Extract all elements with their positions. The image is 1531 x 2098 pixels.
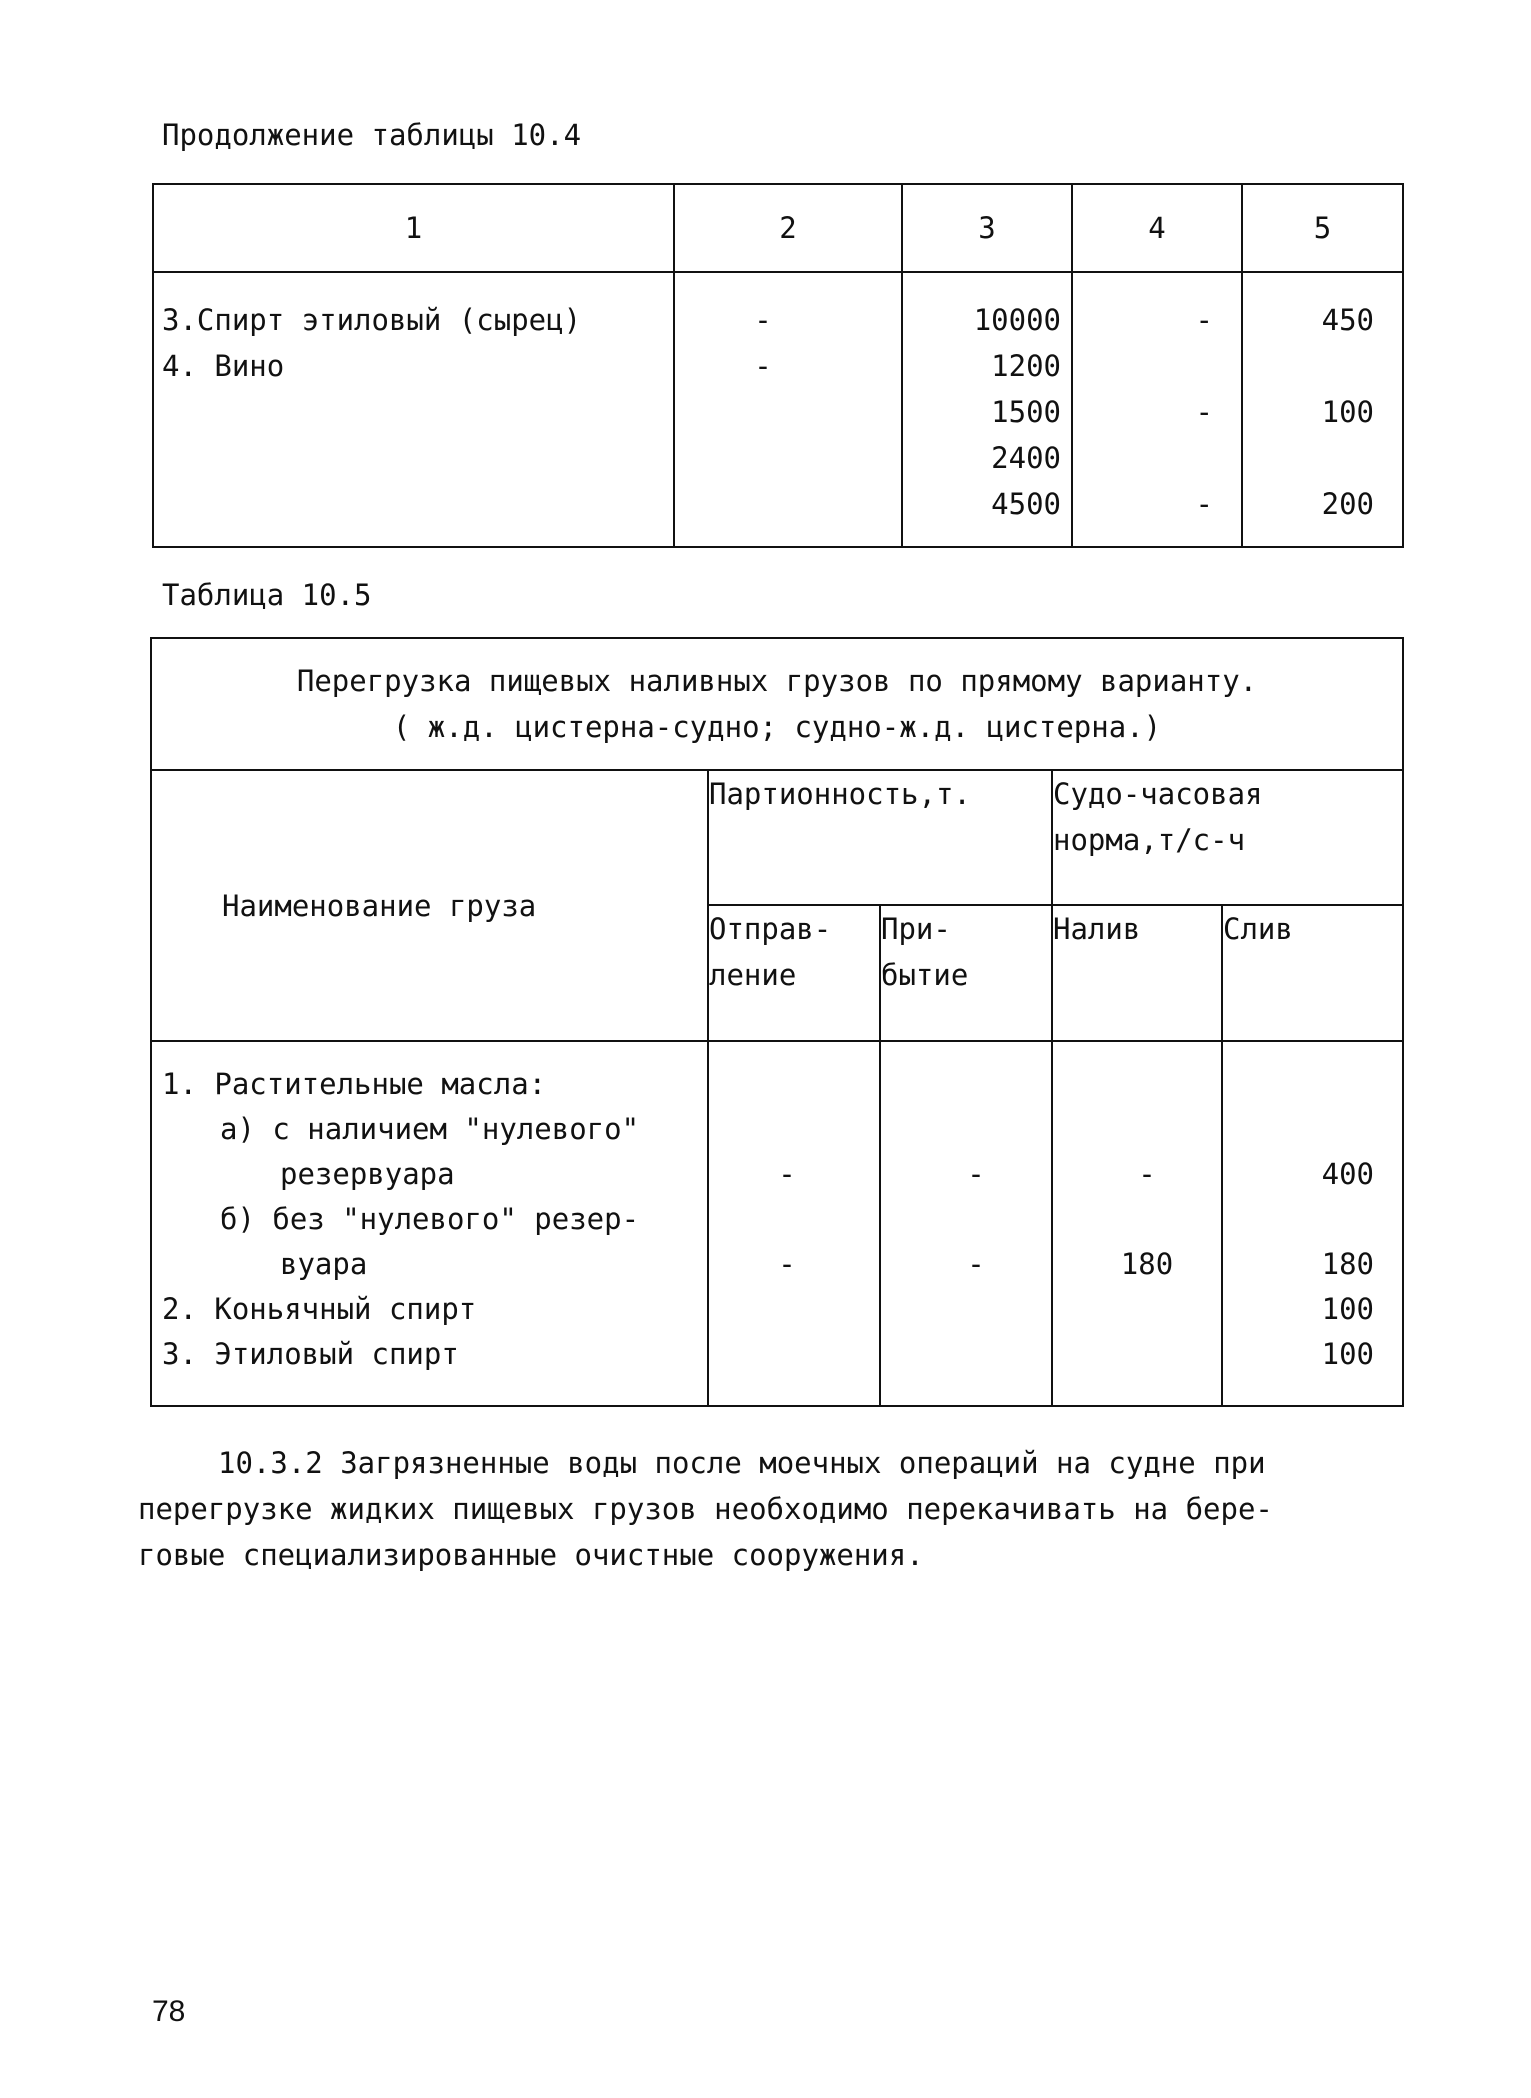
value: - [754, 303, 772, 337]
body-paragraph [138, 1440, 1398, 1578]
header-naliv: Налив [1052, 905, 1222, 1041]
header-otprav [708, 905, 880, 1041]
sliv-cell [1222, 1041, 1403, 1406]
value [901, 1287, 1051, 1332]
table-10-5 [150, 637, 1404, 1407]
value [709, 1062, 865, 1107]
value [1243, 343, 1374, 389]
col-5-cell [1242, 272, 1403, 547]
value: - [1195, 395, 1213, 429]
value: 100 [1321, 1292, 1375, 1326]
value: 2400 [991, 441, 1061, 475]
value: 100 [1321, 395, 1374, 429]
header-row-1 [151, 770, 1403, 905]
header-line: ление [709, 958, 797, 992]
value [709, 1332, 865, 1377]
cargo-name: 4. Вино [162, 349, 285, 383]
cargo-name: 3.Спирт этиловый (сырец) [162, 303, 582, 337]
otprav-cell [708, 1041, 880, 1406]
value [901, 1107, 1051, 1152]
header-cell: 4 [1072, 184, 1242, 272]
value: 180 [1120, 1247, 1174, 1281]
header-cell: 2 [674, 184, 902, 272]
header-cell: 1 [153, 184, 674, 272]
header-norm [1052, 770, 1403, 905]
value [709, 1107, 865, 1152]
paragraph-line: перегрузке жидких пищевых грузов необходимо перекачивать на бере- [138, 1492, 1273, 1526]
value: - [967, 1157, 985, 1191]
header-partion: Партионность,т. [708, 770, 1052, 905]
value [1073, 1107, 1221, 1152]
title-line: ( ж.д. цистерна-судно; судно-ж.д. цистерна.) [392, 710, 1162, 744]
value [1073, 1062, 1221, 1107]
value: - [778, 1157, 796, 1191]
value [1073, 1197, 1221, 1242]
header-norm-line: Судо-часовая [1053, 777, 1263, 811]
value [1243, 435, 1374, 481]
list-item: а) с наличием "нулевого" [220, 1112, 640, 1146]
value [901, 1332, 1051, 1377]
naliv-cell [1052, 1041, 1222, 1406]
col-2-cell [674, 272, 902, 547]
value: - [1138, 1157, 1156, 1191]
list-item: 2. Коньячный спирт [162, 1292, 477, 1326]
table-10-5-caption: Таблица 10.5 [162, 578, 372, 612]
value [1073, 343, 1213, 389]
value [709, 1287, 865, 1332]
table-row [153, 272, 1403, 547]
value: 4500 [991, 487, 1061, 521]
list-item: б) без "нулевого" резер- [220, 1202, 640, 1236]
value: 1200 [991, 349, 1061, 383]
title-line: Перегрузка пищевых наливных грузов по прямому варианту. [296, 664, 1258, 698]
list-item: резервуара [280, 1157, 455, 1191]
paragraph-line: 10.3.2 Загрязненные воды после моечных операций на судне при [218, 1446, 1266, 1480]
value [1073, 1287, 1221, 1332]
value [675, 389, 851, 435]
header-cargo-name: Наименование груза [151, 770, 708, 1041]
value [675, 481, 851, 527]
value [709, 1197, 865, 1242]
paragraph-line: говые специализированные очистные сооружения. [138, 1538, 924, 1572]
cargo-name [162, 389, 673, 435]
value [1073, 435, 1213, 481]
list-item: вуара [280, 1247, 368, 1281]
value [1223, 1107, 1374, 1152]
table-10-4 [152, 183, 1404, 548]
value [675, 435, 851, 481]
value: 450 [1321, 303, 1374, 337]
table-title-row [151, 638, 1403, 770]
header-line: При- [881, 912, 951, 946]
value: 1500 [991, 395, 1061, 429]
pribytie-cell [880, 1041, 1052, 1406]
value [1223, 1062, 1374, 1107]
value: - [754, 349, 772, 383]
value: - [1195, 303, 1213, 337]
header-cell: 5 [1242, 184, 1403, 272]
table-row [151, 1041, 1403, 1406]
page-number: 78 [152, 1995, 186, 2028]
header-pribytie [880, 905, 1052, 1041]
col-3-cell [902, 272, 1072, 547]
value: 10000 [973, 303, 1061, 337]
header-line: Отправ- [709, 912, 832, 946]
names-cell [151, 1041, 708, 1406]
table-10-4-caption: Продолжение таблицы 10.4 [162, 118, 582, 152]
value [1223, 1197, 1374, 1242]
value: 200 [1321, 487, 1374, 521]
value: - [778, 1247, 796, 1281]
value [1073, 1332, 1221, 1377]
table-header-row [153, 184, 1403, 272]
value: 180 [1321, 1247, 1375, 1281]
value [901, 1062, 1051, 1107]
col-4-cell [1072, 272, 1242, 547]
value [901, 1197, 1051, 1242]
header-sliv: Слив [1222, 905, 1403, 1041]
cargo-name [162, 481, 673, 527]
table-title [151, 638, 1403, 770]
list-item: 1. Растительные масла: [162, 1067, 547, 1101]
header-line: бытие [881, 958, 969, 992]
cargo-name [162, 435, 673, 481]
list-item: 3. Этиловый спирт [162, 1337, 459, 1371]
value: - [1195, 487, 1213, 521]
value: - [967, 1247, 985, 1281]
col-1-cell [153, 272, 674, 547]
value: 400 [1321, 1157, 1375, 1191]
header-norm-line: норма,т/с-ч [1053, 823, 1246, 857]
value: 100 [1321, 1337, 1375, 1371]
header-cell: 3 [902, 184, 1072, 272]
